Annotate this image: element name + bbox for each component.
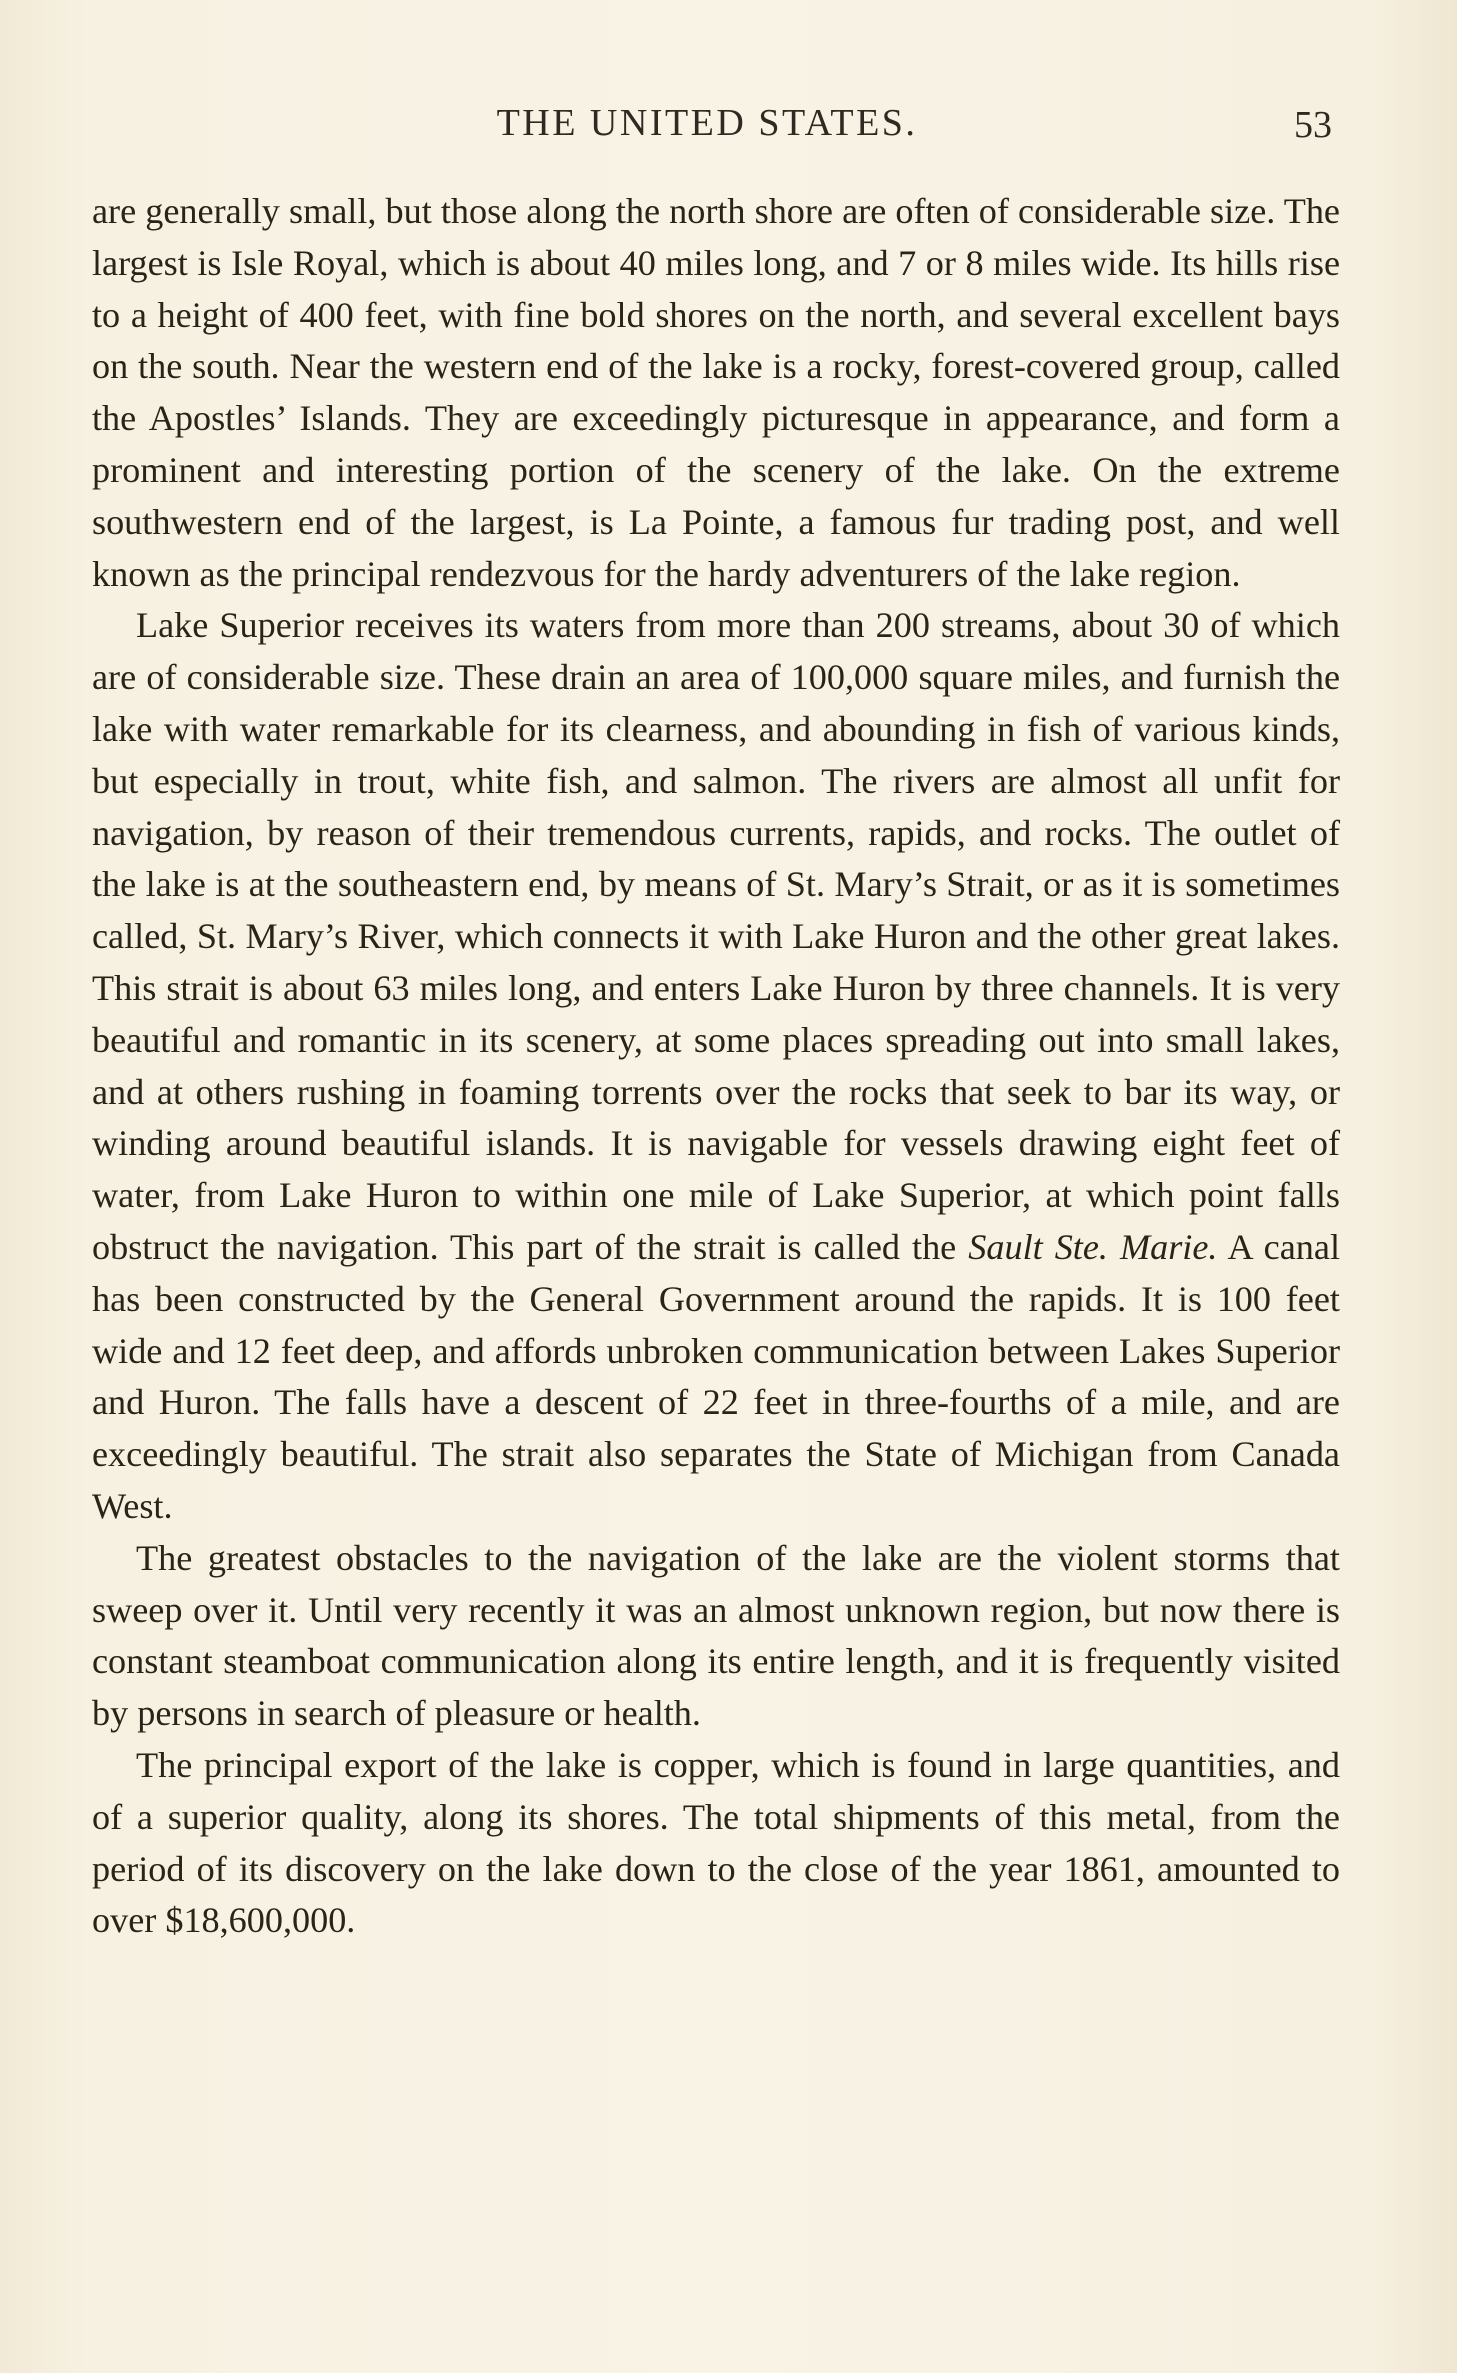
sault-ste-marie-italic: Sault Ste. Marie. <box>968 1226 1218 1267</box>
paragraph-4: The principal export of the lake is copper, which is found in large quantities, and of a superior quality, along its shores. The total shipments of this metal, from the period of its discovery on the lake down to the close of the year 1861, amounted to over $18,600,000. <box>92 1744 1340 1941</box>
running-title: THE UNITED STATES. <box>496 102 918 144</box>
paragraph-2-text-a: Lake Superior receives its waters from more than 200 streams, about 30 of which are of considerable size. These drain an area of 100,000 square miles, and furnish the lake with water remarkable for its clearness, and abounding in fish of various kinds, but especially in trout, white fish, and salmon. The rivers are almost all unfit for navigation, by reason of their tremendous currents, rapids, and rocks. The outlet of the lake is at the southeastern end, by means of St. Mary’s Strait, or as it is sometimes called, St. Mary’s River, which connects it with Lake Huron and the other great lakes. This strait is about 63 miles long, and enters Lake Huron by three channels. It is very beautiful and romantic in its scenery, at some places spreading out into small lakes, and at others rushing in foaming torrents over the rocks that seek to bar its way, or winding around beautiful islands. It is navigable for vessels drawing eight feet of water, from Lake Huron to within one mile of Lake Superior, at which point falls obstruct the navigation. This part of the strait is called the <box>92 605 1340 1267</box>
paragraph-1: are generally small, but those along the north shore are often of considerable size. The largest is Isle Royal, which is about 40 miles long, and 7 or 8 miles wide. Its hills rise to a height of 400 feet, with fine bold shores on the north, and several excellent bays on the south. Near the western end of the lake is a rocky, forest-covered group, called the Apostles’ Islands. They are exceedingly picturesque in appearance, and form a prominent and interesting portion of the scenery of the lake. On the extreme southwestern end of the largest, is La Pointe, a famous fur trading post, and well known as the principal rendezvous for the hardy adventurers of the lake region. <box>92 191 1340 594</box>
paragraph-2 <box>92 600 1340 1532</box>
running-head <box>92 98 1332 148</box>
paragraph-3: The greatest obstacles to the navigation of the lake are the violent storms that sweep over it. Until very recently it was an almost unknown region, but now there is constant steamboat communication along its entire length, and it is frequently visited by persons in search of pleasure or health. <box>92 1537 1340 1734</box>
paragraph-2-text-b: A canal has been constructed by the General Government around the rapids. It is 100 feet wide and 12 feet deep, and affords unbroken communication between Lakes Superior and Huron. The falls have a descent of 22 feet in three-fourths of a mile, and are exceedingly beautiful. The strait also separates the State of Michigan from Canada West. <box>92 1226 1340 1526</box>
page-number: 53 <box>1294 104 1332 146</box>
body-text <box>92 186 1340 1947</box>
